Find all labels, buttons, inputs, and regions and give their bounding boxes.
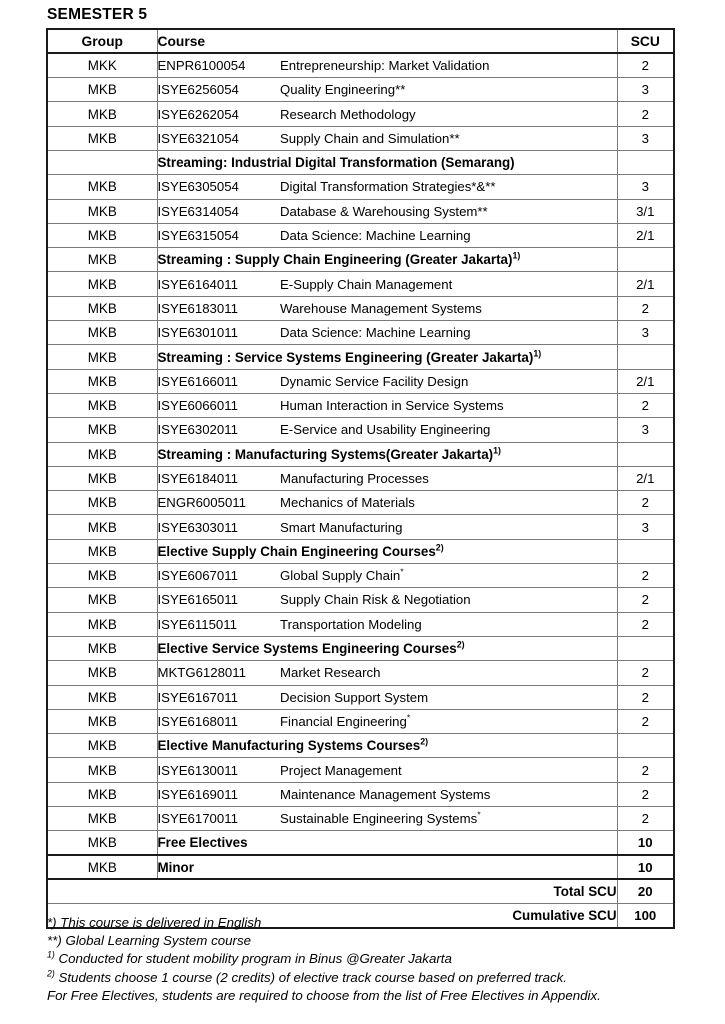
cell-group: MKB bbox=[47, 321, 157, 345]
cell-group: MKB bbox=[47, 588, 157, 612]
cell-scu: 3 bbox=[617, 321, 674, 345]
cell-group: MKB bbox=[47, 296, 157, 320]
cell-group: MKB bbox=[47, 223, 157, 247]
cell-group: MKB bbox=[47, 345, 157, 369]
cell-course-title: Sustainable Engineering Systems* bbox=[280, 807, 617, 831]
table-row bbox=[47, 53, 674, 77]
cell-group: MKB bbox=[47, 564, 157, 588]
cell-course-code: ISYE6256054 bbox=[157, 78, 280, 102]
table-row bbox=[47, 661, 674, 685]
cell-course-code: ISYE6168011 bbox=[157, 709, 280, 733]
cell-section-heading: Elective Service Systems Engineering Courses$^{2)}$ bbox=[157, 636, 617, 660]
footnote-marker: 1) bbox=[493, 445, 501, 456]
cell-group: MKB bbox=[47, 369, 157, 393]
cell-course-code: ISYE6303011 bbox=[157, 515, 280, 539]
cell-scu: 3 bbox=[617, 78, 674, 102]
footnote-line: $^{1)}$ Conducted for student mobility program in Binus @Greater Jakarta bbox=[47, 949, 452, 967]
cell-group bbox=[47, 150, 157, 174]
cell-course-title: Manufacturing Processes bbox=[280, 466, 617, 490]
cell-group: MKB bbox=[47, 272, 157, 296]
cell-course-title: E-Service and Usability Engineering bbox=[280, 418, 617, 442]
cell-course-title: Human Interaction in Service Systems bbox=[280, 393, 617, 417]
cell-scu: 2/1 bbox=[617, 369, 674, 393]
cell-group: MKB bbox=[47, 175, 157, 199]
cell-group: MKB bbox=[47, 612, 157, 636]
cell-scu: 2 bbox=[617, 102, 674, 126]
table-body bbox=[47, 53, 674, 928]
cell-course-code: ISYE6305054 bbox=[157, 175, 280, 199]
footnote-marker: * bbox=[400, 566, 404, 577]
table-row bbox=[47, 442, 674, 466]
cell-scu bbox=[617, 636, 674, 660]
cell-course-title: E-Supply Chain Management bbox=[280, 272, 617, 296]
table-row bbox=[47, 588, 674, 612]
table-row bbox=[47, 782, 674, 806]
cell-group: MKB bbox=[47, 734, 157, 758]
footnote-marker: 2) bbox=[420, 736, 429, 747]
cell-scu: 2/1 bbox=[617, 223, 674, 247]
cell-course-title: Transportation Modeling bbox=[280, 612, 617, 636]
cell-course-code: ISYE6066011 bbox=[157, 393, 280, 417]
footnote-line: **) Global Learning System course bbox=[47, 933, 251, 949]
cell-scu: 10 bbox=[617, 831, 674, 855]
table-row bbox=[47, 418, 674, 442]
table-row bbox=[47, 564, 674, 588]
cell-group: MKB bbox=[47, 661, 157, 685]
cell-course-code: ENPR6100054 bbox=[157, 53, 280, 77]
cell-group: MKB bbox=[47, 102, 157, 126]
cell-scu: 2 bbox=[617, 612, 674, 636]
cell-course-code: ISYE6321054 bbox=[157, 126, 280, 150]
cell-course-code: ISYE6301011 bbox=[157, 321, 280, 345]
cell-group: MKB bbox=[47, 466, 157, 490]
cell-course-title: Financial Engineering* bbox=[280, 709, 617, 733]
column-header-scu: SCU bbox=[617, 29, 674, 53]
cell-course-code: ISYE6183011 bbox=[157, 296, 280, 320]
cell-section-heading: Elective Supply Chain Engineering Courses$^{2)}$ bbox=[157, 539, 617, 563]
cell-course-title: Warehouse Management Systems bbox=[280, 296, 617, 320]
cell-scu bbox=[617, 539, 674, 563]
cell-group: MKB bbox=[47, 248, 157, 272]
cell-scu bbox=[617, 150, 674, 174]
cell-course-code: ISYE6167011 bbox=[157, 685, 280, 709]
cell-section-heading: Streaming : Supply Chain Engineering (Greater Jakarta)$^{1)}$ bbox=[157, 248, 617, 272]
table-row bbox=[47, 126, 674, 150]
table-row bbox=[47, 831, 674, 855]
footnote-marker: 2) bbox=[456, 639, 465, 650]
footnote-line: $^{2)}$ Students choose 1 course (2 credits) of elective track course based on preferred track. bbox=[47, 968, 567, 985]
table-row bbox=[47, 758, 674, 782]
cell-scu: 3 bbox=[617, 515, 674, 539]
total-value: 100 bbox=[617, 904, 674, 928]
total-row bbox=[47, 879, 674, 903]
cell-group: MKB bbox=[47, 199, 157, 223]
cell-group: MKB bbox=[47, 442, 157, 466]
cell-course-code: ISYE6262054 bbox=[157, 102, 280, 126]
cell-scu bbox=[617, 345, 674, 369]
cell-course-title: Database & Warehousing System** bbox=[280, 199, 617, 223]
cell-section-heading: Streaming : Manufacturing Systems(Greater Jakarta)$^{1)}$ bbox=[157, 442, 617, 466]
table-row bbox=[47, 466, 674, 490]
cell-course-title: Supply Chain Risk & Negotiation bbox=[280, 588, 617, 612]
table-row bbox=[47, 78, 674, 102]
footnote-marker: 2) bbox=[47, 968, 55, 979]
cell-course-title: Supply Chain and Simulation** bbox=[280, 126, 617, 150]
cell-scu: 2 bbox=[617, 685, 674, 709]
cell-scu: 10 bbox=[617, 855, 674, 879]
total-label: Total SCU bbox=[47, 879, 617, 903]
page-title: SEMESTER 5 bbox=[47, 6, 148, 23]
cell-scu: 2 bbox=[617, 807, 674, 831]
table-row bbox=[47, 393, 674, 417]
cell-course-code: ISYE6115011 bbox=[157, 612, 280, 636]
table-row bbox=[47, 199, 674, 223]
footnotes-block bbox=[47, 914, 707, 1005]
table-row bbox=[47, 515, 674, 539]
cell-course-code: MKTG6128011 bbox=[157, 661, 280, 685]
cell-section-heading: Elective Manufacturing Systems Courses$^{2)}$ bbox=[157, 734, 617, 758]
cell-scu bbox=[617, 734, 674, 758]
table-row bbox=[47, 369, 674, 393]
cell-group: MKB bbox=[47, 418, 157, 442]
table-row bbox=[47, 223, 674, 247]
cell-group: MKB bbox=[47, 491, 157, 515]
header-row bbox=[47, 29, 674, 53]
cell-course-title: Research Methodology bbox=[280, 102, 617, 126]
cell-course-title: Mechanics of Materials bbox=[280, 491, 617, 515]
table-row bbox=[47, 296, 674, 320]
cell-bold-title: Minor bbox=[157, 855, 617, 879]
cell-course-code: ISYE6130011 bbox=[157, 758, 280, 782]
cell-group: MKB bbox=[47, 78, 157, 102]
cell-scu bbox=[617, 442, 674, 466]
cell-course-code: ISYE6315054 bbox=[157, 223, 280, 247]
cell-scu bbox=[617, 248, 674, 272]
cell-section-heading: Streaming : Service Systems Engineering (Greater Jakarta)$^{1)}$ bbox=[157, 345, 617, 369]
cell-course-title: Global Supply Chain* bbox=[280, 564, 617, 588]
cell-group: MKB bbox=[47, 831, 157, 855]
footnote-marker: 2) bbox=[435, 542, 444, 553]
cell-course-title: Project Management bbox=[280, 758, 617, 782]
table-row bbox=[47, 855, 674, 879]
cell-course-code: ISYE6314054 bbox=[157, 199, 280, 223]
cell-scu: 2 bbox=[617, 709, 674, 733]
table-row bbox=[47, 321, 674, 345]
table-row bbox=[47, 636, 674, 660]
table-row bbox=[47, 539, 674, 563]
footnote-marker: 1) bbox=[47, 949, 55, 960]
cell-scu: 2 bbox=[617, 661, 674, 685]
total-value: 20 bbox=[617, 879, 674, 903]
cell-group: MKK bbox=[47, 53, 157, 77]
cell-course-code: ISYE6164011 bbox=[157, 272, 280, 296]
cell-scu: 2 bbox=[617, 758, 674, 782]
cell-group: MKB bbox=[47, 855, 157, 879]
table-row bbox=[47, 709, 674, 733]
cell-group: MKB bbox=[47, 685, 157, 709]
table-header bbox=[47, 29, 674, 53]
table-row bbox=[47, 807, 674, 831]
cell-course-code: ISYE6184011 bbox=[157, 466, 280, 490]
cell-section-heading: Streaming: Industrial Digital Transformation (Semarang) bbox=[157, 150, 617, 174]
cell-scu: 2 bbox=[617, 588, 674, 612]
table-row bbox=[47, 272, 674, 296]
table-row bbox=[47, 102, 674, 126]
cell-course-code: ISYE6170011 bbox=[157, 807, 280, 831]
cell-group: MKB bbox=[47, 126, 157, 150]
cell-scu: 2 bbox=[617, 296, 674, 320]
footnote-marker: 1) bbox=[512, 250, 521, 261]
cell-scu: 3 bbox=[617, 126, 674, 150]
cell-group: MKB bbox=[47, 515, 157, 539]
cell-course-title: Data Science: Machine Learning bbox=[280, 223, 617, 247]
cell-course-title: Decision Support System bbox=[280, 685, 617, 709]
table-row bbox=[47, 175, 674, 199]
cell-group: MKB bbox=[47, 539, 157, 563]
cell-group: MKB bbox=[47, 709, 157, 733]
cell-course-code: ISYE6302011 bbox=[157, 418, 280, 442]
footnote-line: For Free Electives, students are required to choose from the list of Free Electives in Appendix. bbox=[47, 987, 601, 1003]
cell-scu: 2 bbox=[617, 782, 674, 806]
cell-scu: 3/1 bbox=[617, 199, 674, 223]
cell-scu: 2/1 bbox=[617, 466, 674, 490]
cell-scu: 3 bbox=[617, 418, 674, 442]
table-row bbox=[47, 612, 674, 636]
cell-course-title: Dynamic Service Facility Design bbox=[280, 369, 617, 393]
table-row bbox=[47, 345, 674, 369]
cell-group: MKB bbox=[47, 807, 157, 831]
total-label: Cumulative SCU bbox=[47, 904, 617, 928]
table-row bbox=[47, 248, 674, 272]
cell-course-code: ISYE6067011 bbox=[157, 564, 280, 588]
cell-scu: 3 bbox=[617, 175, 674, 199]
cell-bold-title: Free Electives bbox=[157, 831, 617, 855]
cell-course-title: Data Science: Machine Learning bbox=[280, 321, 617, 345]
cell-course-code: ISYE6169011 bbox=[157, 782, 280, 806]
table-row bbox=[47, 491, 674, 515]
cell-group: MKB bbox=[47, 636, 157, 660]
cell-group: MKB bbox=[47, 393, 157, 417]
footnote-marker: * bbox=[406, 712, 411, 723]
column-header-course: Course bbox=[157, 29, 617, 53]
cell-scu: 2 bbox=[617, 564, 674, 588]
cell-scu: 2 bbox=[617, 393, 674, 417]
cell-course-title: Smart Manufacturing bbox=[280, 515, 617, 539]
cell-course-title: Entrepreneurship: Market Validation bbox=[280, 53, 617, 77]
cell-course-code: ISYE6166011 bbox=[157, 369, 280, 393]
curriculum-table bbox=[46, 28, 675, 929]
cell-course-title: Market Research bbox=[280, 661, 617, 685]
cell-course-title: Maintenance Management Systems bbox=[280, 782, 617, 806]
table-row bbox=[47, 734, 674, 758]
footnote-line: *) This course is delivered in English bbox=[47, 915, 262, 930]
footnote-marker: * bbox=[477, 809, 481, 820]
cell-course-code: ISYE6165011 bbox=[157, 588, 280, 612]
cell-scu: 2/1 bbox=[617, 272, 674, 296]
table-row bbox=[47, 150, 674, 174]
cell-scu: 2 bbox=[617, 491, 674, 515]
column-header-group: Group bbox=[47, 29, 157, 53]
cell-course-code: ENGR6005011 bbox=[157, 491, 280, 515]
table-row bbox=[47, 685, 674, 709]
cell-group: MKB bbox=[47, 782, 157, 806]
cell-course-title: Quality Engineering** bbox=[280, 78, 617, 102]
cell-group: MKB bbox=[47, 758, 157, 782]
cell-scu: 2 bbox=[617, 53, 674, 77]
cell-course-title: Digital Transformation Strategies*&** bbox=[280, 175, 617, 199]
footnote-marker: 1) bbox=[533, 348, 542, 359]
